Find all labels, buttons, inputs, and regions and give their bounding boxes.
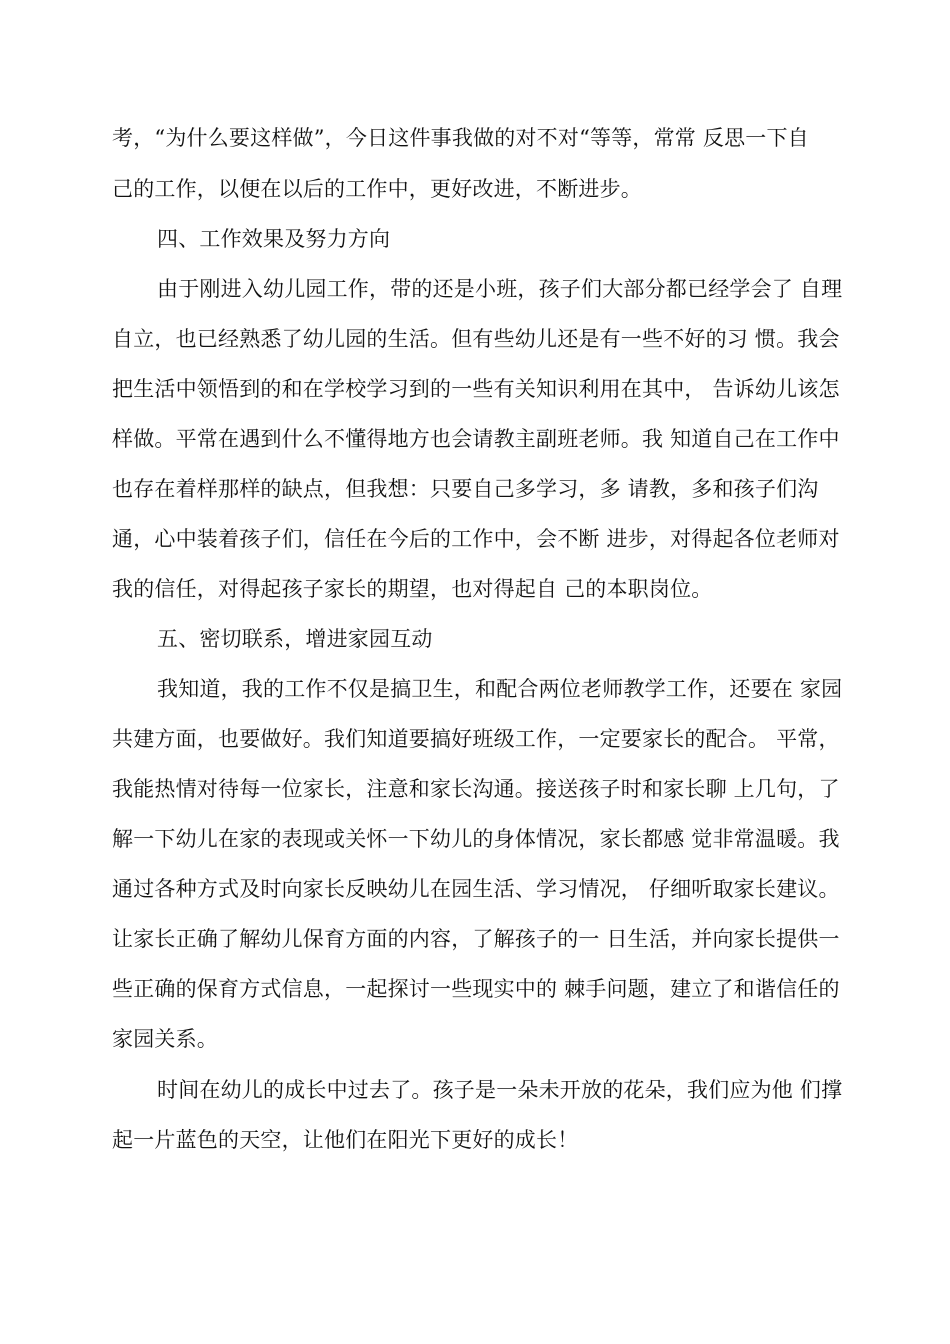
text-line: 我知道，我的工作不仅是搞卫生，和配合两位老师教学工作，还要在 家园: [157, 677, 843, 701]
text-line: 也存在着样那样的缺点，但我想：只要自己多学习，多 请教，多和孩子们沟: [112, 477, 819, 501]
text-line: 共建方面，也要做好。我们知道要搞好班级工作，一定要家长的配合。 平常，: [112, 727, 840, 751]
text-line: 考，“为什么要这样做”，今日这件事我做的对不对“等等，常常 反思一下自: [112, 126, 809, 150]
text-line: 我能热情对待每一位家长，注意和家长沟通。接送孩子时和家长聊 上几句，了: [112, 777, 840, 801]
text-line: 由于刚进入幼儿园工作，带的还是小班，孩子们大部分都已经学会了 自理: [157, 277, 843, 301]
text-line: 自立，也已经熟悉了幼儿园的生活。但有些幼儿还是有一些不好的习 惯。我会: [112, 327, 840, 351]
text-line: 解一下幼儿在家的表现或关怀一下幼儿的身体情况，家长都感 觉非常温暖。我: [112, 827, 840, 851]
section-heading: 四、工作效果及努力方向: [157, 227, 391, 251]
text-line: 起一片蓝色的天空，让他们在阳光下更好的成长！: [112, 1128, 579, 1152]
text-line: 我的信任，对得起孩子家长的期望，也对得起自 己的本职岗位。: [112, 577, 713, 601]
text-line: 通过各种方式及时向家长反映幼儿在园生活、学习情况， 仔细听取家长建议。: [112, 877, 840, 901]
text-line: 家园关系。: [112, 1027, 218, 1051]
section-heading: 五、密切联系，增进家园互动: [157, 627, 433, 651]
text-line: 时间在幼儿的成长中过去了。孩子是一朵未开放的花朵，我们应为他 们撑: [157, 1078, 843, 1102]
text-line: 些正确的保育方式信息，一起探讨一些现实中的 棘手问题，建立了和谐信任的: [112, 977, 840, 1001]
text-line: 己的工作，以便在以后的工作中，更好改进，不断进步。: [112, 177, 642, 201]
text-line: 样做。平常在遇到什么不懂得地方也会请教主副班老师。我 知道自己在工作中: [112, 427, 840, 451]
text-line: 让家长正确了解幼儿保育方面的内容，了解孩子的一 日生活，并向家长提供一: [112, 927, 840, 951]
text-line: 通，心中装着孩子们，信任在今后的工作中，会不断 进步，对得起各位老师对: [112, 527, 840, 551]
text-line: 把生活中领悟到的和在学校学习到的一些有关知识利用在其中， 告诉幼儿该怎: [112, 377, 840, 401]
